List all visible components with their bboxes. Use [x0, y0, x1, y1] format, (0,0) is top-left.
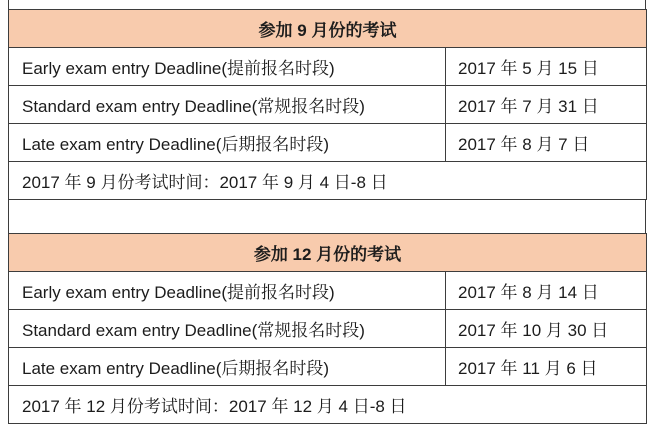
- exam-schedule-tables: [8, 0, 646, 424]
- table-row-early: [9, 48, 647, 86]
- september-exam-schedule-table: [8, 9, 647, 200]
- december-table-title: 参加 12 月份的考试: [9, 234, 647, 272]
- table-row-standard: [9, 310, 647, 348]
- deadline-label-cell: Late exam entry Deadline(后期报名时段): [9, 348, 446, 386]
- september-table-title: 参加 9 月份的考试: [9, 10, 647, 48]
- deadline-date-cell: 2017 年 8 月 7 日: [446, 124, 647, 162]
- december-exam-schedule-table: [8, 233, 647, 424]
- cropped-row-remnant: [8, 0, 646, 9]
- exam-dates-cell: 2017 年 12 月份考试时间：2017 年 12 月 4 日-8 日: [9, 386, 647, 424]
- table-row-late: [9, 348, 647, 386]
- deadline-date-cell: 2017 年 10 月 30 日: [446, 310, 647, 348]
- table-row-standard: [9, 86, 647, 124]
- table-row-exam-dates: [9, 162, 647, 200]
- deadline-date-cell: 2017 年 5 月 15 日: [446, 48, 647, 86]
- deadline-label-cell: Late exam entry Deadline(后期报名时段): [9, 124, 446, 162]
- deadline-label-cell: Standard exam entry Deadline(常规报名时段): [9, 86, 446, 124]
- table-header-row: [9, 10, 647, 48]
- table-spacer-row: [8, 200, 646, 233]
- deadline-date-cell: 2017 年 11 月 6 日: [446, 348, 647, 386]
- table-header-row: [9, 234, 647, 272]
- deadline-label-cell: Early exam entry Deadline(提前报名时段): [9, 272, 446, 310]
- deadline-date-cell: 2017 年 7 月 31 日: [446, 86, 647, 124]
- table-row-early: [9, 272, 647, 310]
- deadline-label-cell: Standard exam entry Deadline(常规报名时段): [9, 310, 446, 348]
- deadline-date-cell: 2017 年 8 月 14 日: [446, 272, 647, 310]
- exam-dates-cell: 2017 年 9 月份考试时间：2017 年 9 月 4 日-8 日: [9, 162, 647, 200]
- table-row-exam-dates: [9, 386, 647, 424]
- deadline-label-cell: Early exam entry Deadline(提前报名时段): [9, 48, 446, 86]
- table-row-late: [9, 124, 647, 162]
